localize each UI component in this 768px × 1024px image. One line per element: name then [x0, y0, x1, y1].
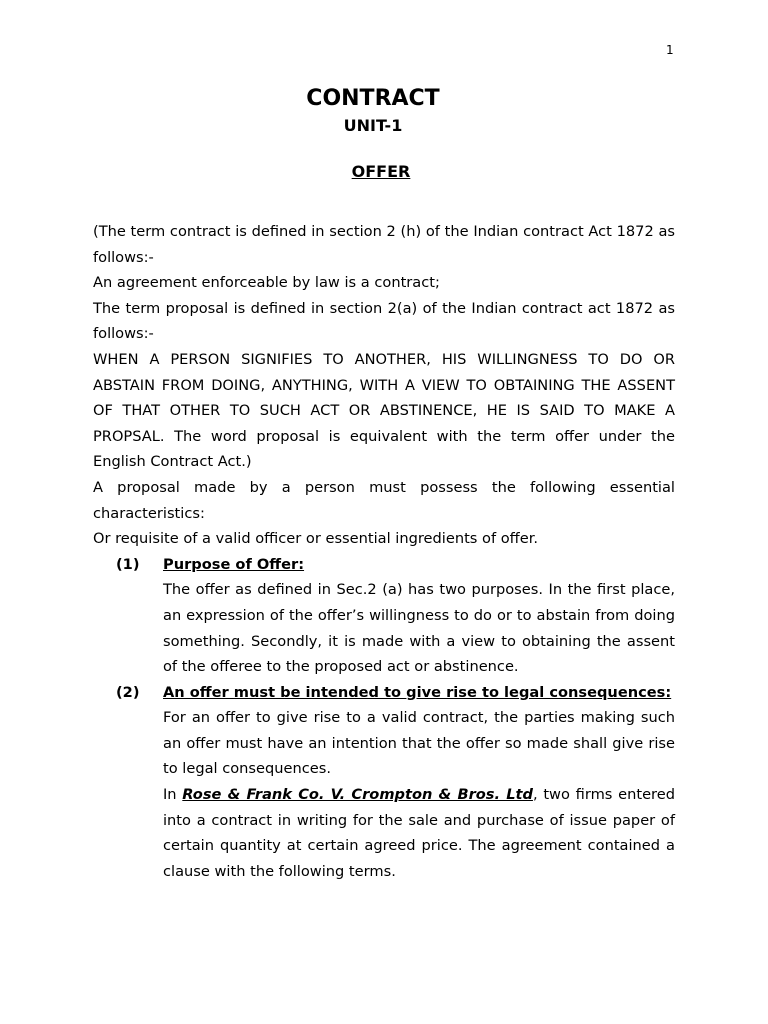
paragraph: WHEN A PERSON SIGNIFIES TO ANOTHER, HIS WILLINGNESS TO DO OR ABSTAIN FROM DOING, ANYTHING, WITH A VIEW TO OBTAINING THE ASSENT OF THAT OTHER TO SUCH ACT OR ABSTINENCE, HE IS SAID TO MAKE A PROPSAL. The word proposal is equivalent with the term offer under the English Contract Act.) — [93, 350, 675, 471]
unit-label: UNIT-1 — [343, 116, 403, 135]
case-prefix: In — [163, 786, 183, 804]
list-item — [93, 680, 675, 885]
case-paragraph — [163, 782, 675, 884]
case-name: Rose & Frank Co. V. Crompton & Bros. Ltd — [182, 786, 533, 804]
item-text: For an offer to give rise to a valid contract, the parties making such an offer must have an intention that the offer so made shall give rise to legal consequences. — [163, 709, 675, 778]
item-heading: Purpose of Offer: — [163, 555, 305, 573]
document-body — [93, 219, 675, 884]
item-number: (1) — [116, 555, 140, 573]
case-text: , two firms entered into a contract in writing for the sale and purchase of issue paper of certain quantity at certain agreed price. The agreement contained a clause with the following terms. — [163, 786, 675, 880]
section-heading: OFFER — [351, 162, 411, 181]
paragraph: (The term contract is defined in section 2 (h) of the Indian contract Act 1872 as follows:- — [93, 223, 675, 266]
paragraph: An agreement enforceable by law is a contract; — [93, 274, 440, 292]
item-text: The offer as defined in Sec.2 (a) has two purposes. In the first place, an expression of the offer’s willingness to do or to abstain from doing something. Secondly, it is made with a view to obtaining the assent of the offeree to the proposed act or abstinence. — [163, 581, 675, 676]
paragraph: A proposal made by a person must possess the following essential characteristics: — [93, 478, 675, 522]
paragraph: The term proposal is defined in section 2(a) of the Indian contract act 1872 as follows:- — [93, 299, 675, 343]
page-number: 1 — [666, 43, 674, 57]
paragraph: Or requisite of a valid officer or essential ingredients of offer. — [93, 530, 539, 548]
item-heading: An offer must be intended to give rise to legal consequences: — [163, 683, 672, 701]
list-item — [93, 552, 675, 680]
document-title: CONTRACT — [306, 86, 440, 111]
item-number: (2) — [116, 683, 140, 701]
